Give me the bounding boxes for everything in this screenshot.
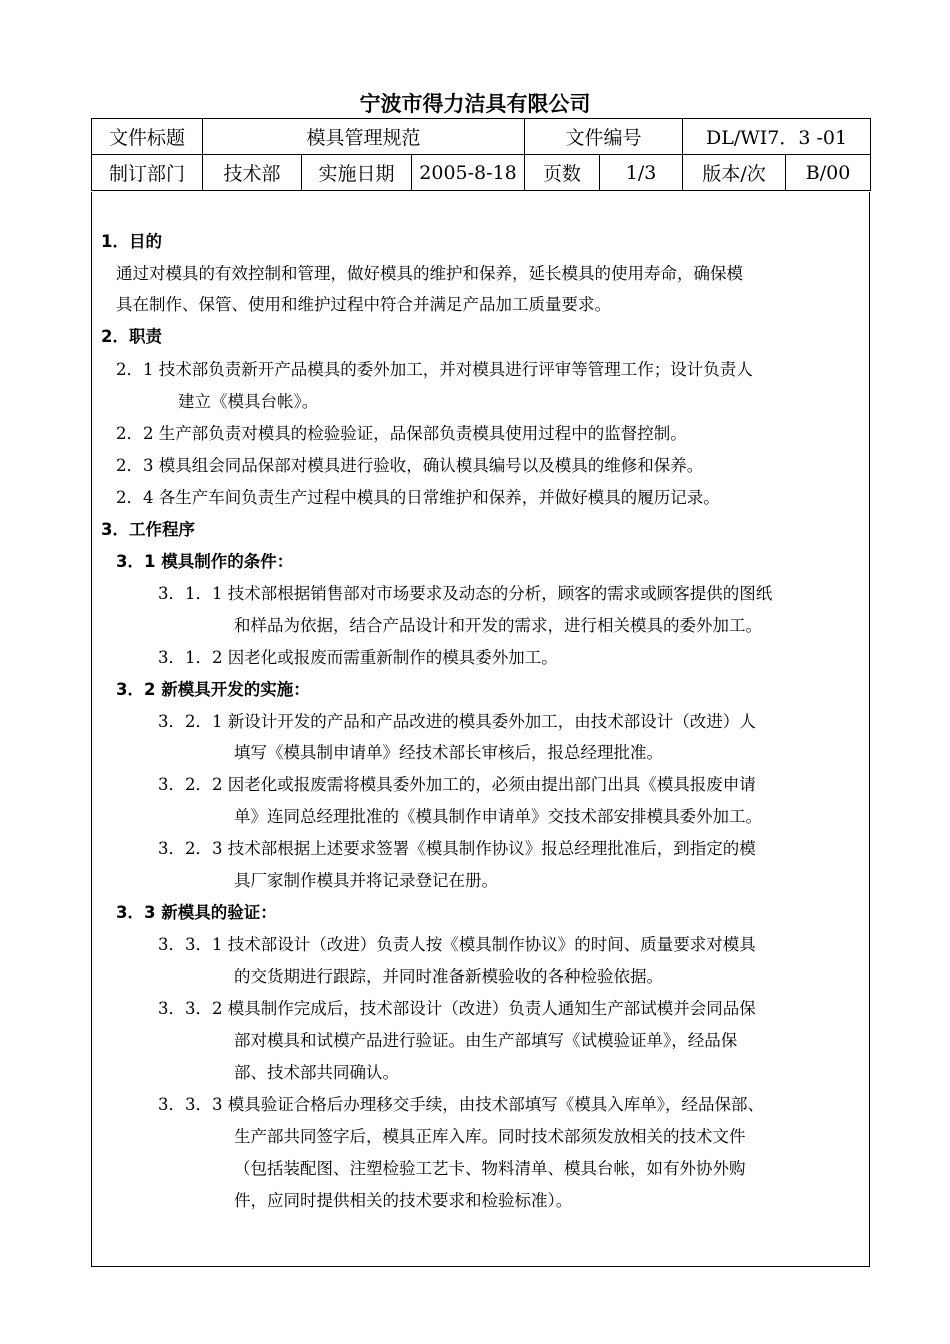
subsection-heading: 3．3 新模具的验证：: [116, 903, 277, 922]
paragraph-line: 部、技术部共同确认。: [234, 1063, 399, 1082]
paragraph-line: 单》连同总经理批准的《模具制作申请单》交技术部安排模具委外加工。: [234, 807, 762, 826]
docno-label: 文件编号: [525, 119, 683, 155]
pages-label: 页数: [525, 155, 600, 191]
paragraph-line: 2．3 模具组会同品保部对模具进行验收，确认模具编号以及模具的维修和保养。: [116, 456, 704, 475]
paragraph-line: 3．1．2 因老化或报废而需重新制作的模具委外加工。: [158, 648, 558, 667]
paragraph-line: 2．1 技术部负责新开产品模具的委外加工，并对模具进行评审等管理工作；设计负责人: [116, 360, 753, 379]
version-value: B/00: [786, 155, 871, 191]
paragraph-line: 3．3．3 模具验证合格后办理移交手续，由技术部填写《模具入库单》，经品保部、: [158, 1095, 764, 1114]
paragraph-line: 3．2．1 新设计开发的产品和产品改进的模具委外加工，由技术部设计（改进）人: [158, 712, 756, 731]
paragraph-line: 3．3．2 模具制作完成后，技术部设计（改进）负责人通知生产部试模并会同品保: [158, 999, 756, 1018]
version-label: 版本/次: [683, 155, 786, 191]
date-value: 2005-8-18: [412, 155, 525, 191]
paragraph-line: 3．3．1 技术部设计（改进）负责人按《模具制作协议》的时间、质量要求对模具: [158, 935, 756, 954]
paragraph-line: 2．2 生产部负责对模具的检验验证，品保部负责模具使用过程中的监督控制。: [116, 424, 687, 443]
subsection-heading: 3．2 新模具开发的实施：: [116, 680, 310, 699]
paragraph-line: 和样品为依据，结合产品设计和开发的需求，进行相关模具的委外加工。: [234, 616, 762, 635]
paragraph-line: 生产部共同签字后，模具正库入库。同时技术部须发放相关的技术文件: [234, 1127, 746, 1146]
date-label: 实施日期: [302, 155, 412, 191]
section-heading: 1．目的: [101, 232, 162, 251]
paragraph-line: 3．2．3 技术部根据上述要求签署《模具制作协议》报总经理批准后，到指定的模: [158, 839, 756, 858]
paragraph-line: 具在制作、保管、使用和维护过程中符合并满足产品加工质量要求。: [116, 295, 611, 314]
paragraph-line: 3．1．1 技术部根据销售部对市场要求及动态的分析，顾客的需求或顾客提供的图纸: [158, 584, 773, 603]
header-row-1: [92, 119, 871, 155]
dept-label: 制订部门: [92, 155, 203, 191]
section-heading: 3．工作程序: [101, 520, 195, 539]
docno-value: DL/WI7．3 -01: [683, 119, 871, 155]
paragraph-line: 件，应同时提供相关的技术要求和检验标准）。: [234, 1191, 573, 1210]
title-value: 模具管理规范: [203, 119, 525, 155]
company-name: 宁波市得力洁具有限公司: [359, 92, 591, 116]
subsection-heading: 3．1 模具制作的条件：: [116, 552, 294, 571]
header-row-2: [92, 155, 871, 191]
pages-value: 1/3: [600, 155, 683, 191]
paragraph-line: 2．4 各生产车间负责生产过程中模具的日常维护和保养，并做好模具的履历记录。: [116, 488, 720, 507]
paragraph-line: 部对模具和试模产品进行验证。由生产部填写《试模验证单》，经品保: [234, 1031, 738, 1050]
paragraph-line: 通过对模具的有效控制和管理，做好模具的维护和保养，延长模具的使用寿命，确保模: [116, 264, 743, 283]
paragraph-line: 具厂家制作模具并将记录登记在册。: [234, 871, 498, 890]
paragraph-line: 填写《模具制申请单》经技术部长审核后，报总经理批准。: [234, 743, 663, 762]
document-header-table: [91, 118, 871, 191]
dept-value: 技术部: [203, 155, 302, 191]
paragraph-line: 的交货期进行跟踪，并同时准备新模验收的各种检验依据。: [234, 967, 663, 986]
title-label: 文件标题: [92, 119, 203, 155]
paragraph-line: （包括装配图、注塑检验工艺卡、物料清单、模具台帐，如有外协外购: [234, 1159, 746, 1178]
paragraph-line: 建立《模具台帐》。: [178, 392, 319, 411]
section-heading: 2．职责: [101, 327, 162, 346]
paragraph-line: 3．2．2 因老化或报废需将模具委外加工的，必须由提出部门出具《模具报废申请: [158, 775, 756, 794]
